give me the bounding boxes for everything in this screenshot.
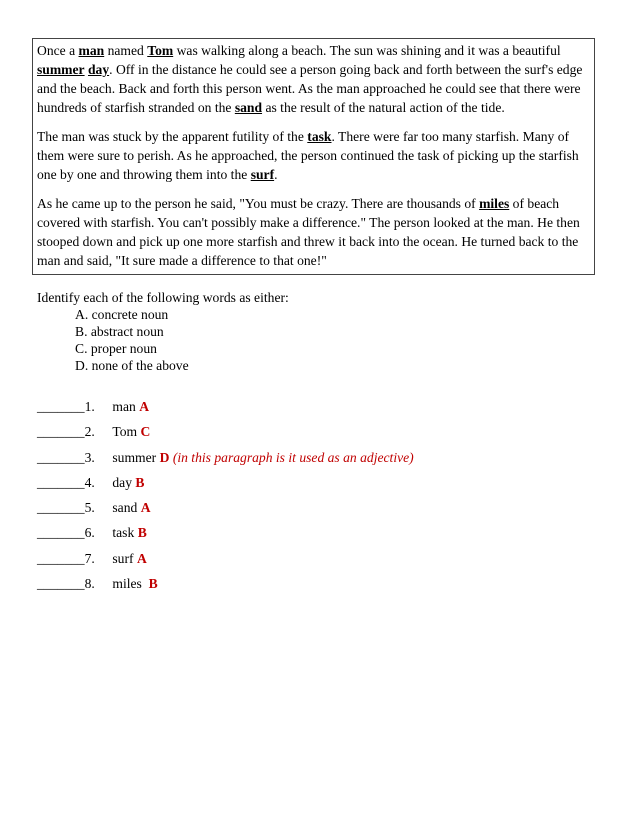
questions-list — [37, 397, 414, 599]
question-item — [37, 422, 414, 447]
answer-blank[interactable]: _______ — [37, 449, 85, 465]
question-answer: C — [140, 424, 151, 440]
answer-blank[interactable]: _______ — [37, 424, 85, 440]
story-paragraph — [37, 41, 590, 117]
question-item — [37, 549, 414, 574]
option-c: C. proper noun — [75, 341, 157, 356]
question-word: task — [112, 525, 135, 541]
question-word: day — [112, 474, 133, 490]
story-text: named — [104, 43, 148, 58]
question-word: summer — [112, 449, 157, 465]
keyword: sand — [234, 100, 263, 115]
question-item — [37, 523, 414, 548]
answer-blank[interactable]: _______ — [37, 576, 85, 592]
story-text: was walking along a beach. The sun was shining and it was a beautiful — [173, 43, 561, 58]
question-answer: D — [159, 449, 170, 465]
question-number: 7. — [84, 550, 95, 566]
option-b: B. abstract noun — [75, 324, 164, 339]
question-word: surf — [112, 550, 134, 566]
question-item — [37, 498, 414, 523]
story-text: As he came up to the person he said, "You must be crazy. There are thousands of — [37, 196, 480, 211]
story-text: . — [274, 167, 278, 182]
instructions — [37, 289, 289, 374]
question-answer: B — [135, 474, 145, 490]
story-paragraph — [37, 127, 590, 184]
story-text: Once a — [37, 43, 79, 58]
answer-blank[interactable]: _______ — [37, 500, 85, 516]
answer-blank[interactable]: _______ — [37, 525, 85, 541]
keyword: miles — [479, 196, 510, 211]
question-answer: A — [140, 500, 151, 516]
question-number: 8. — [84, 576, 95, 592]
question-number: 4. — [84, 474, 95, 490]
question-number: 2. — [84, 424, 95, 440]
question-answer: A — [136, 550, 147, 566]
answer-blank[interactable]: _______ — [37, 399, 85, 414]
instructions-prompt: Identify each of the following words as either: — [37, 290, 289, 305]
question-word: man — [112, 399, 136, 414]
story-text: . Off in the distance he could see a person going back and forth between the surf's edge and the beach. Back and forth this person went. As the man approached he could see that there were hundreds of starfish stranded on the — [37, 62, 583, 115]
question-word: Tom — [112, 424, 138, 440]
question-number: 3. — [84, 449, 95, 465]
story-text: of beach covered with starfish. You can't possibly make a difference." The person looked at the man. He then stooped down and pick up one more starfish and threw it back into the ocean. He turned back to the man and said, "It sure made a difference to that one!" — [37, 196, 580, 268]
keyword: Tom — [147, 43, 174, 58]
question-answer: A — [139, 399, 150, 414]
question-item — [37, 574, 414, 599]
question-number: 5. — [84, 500, 95, 516]
keyword: man — [78, 43, 105, 58]
question-word: miles — [112, 576, 142, 592]
keyword: day — [87, 62, 110, 77]
question-word: sand — [112, 500, 138, 516]
question-answer: B — [148, 576, 158, 592]
question-note: (in this paragraph is it used as an adjective) — [172, 449, 414, 465]
question-number: 6. — [84, 525, 95, 541]
option-d: D. none of the above — [75, 358, 189, 373]
answer-blank[interactable]: _______ — [37, 474, 85, 490]
question-item — [37, 448, 414, 473]
keyword: task — [307, 129, 332, 144]
question-item — [37, 473, 414, 498]
option-a: A. concrete noun — [75, 307, 169, 322]
story-paragraph — [37, 194, 590, 270]
question-item — [37, 397, 414, 422]
story-box — [32, 38, 595, 275]
story-text: The man was stuck by the apparent futility of the — [37, 129, 308, 144]
story-text: . There were far too many starfish. Many of them were sure to perish. As he approached, the person continued the task of picking up the starfish one by one and throwing them into the — [37, 129, 579, 182]
keyword: surf — [250, 167, 275, 182]
answer-blank[interactable]: _______ — [37, 550, 85, 566]
question-answer: B — [137, 525, 147, 541]
keyword: summer — [37, 62, 85, 77]
question-number: 1. — [84, 399, 95, 414]
story-text: as the result of the natural action of the tide. — [262, 100, 505, 115]
options-list — [37, 306, 289, 374]
